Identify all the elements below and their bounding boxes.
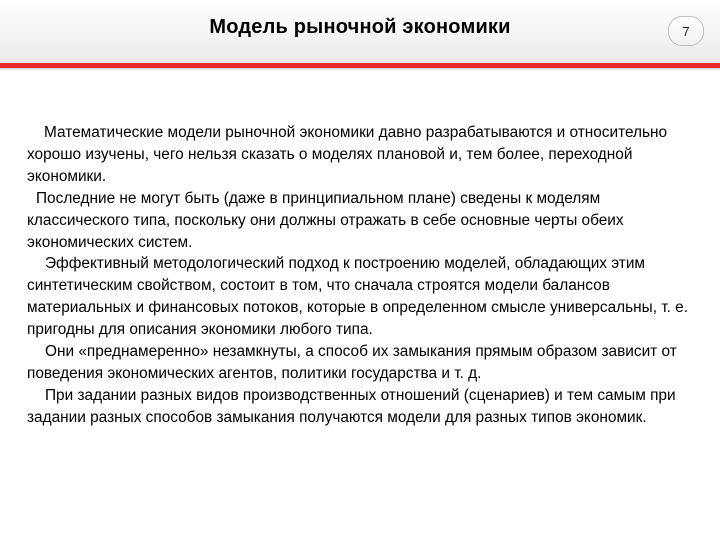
slide-body	[27, 122, 703, 429]
page-number-badge	[668, 16, 704, 46]
paragraph-1: Математические модели рыночной экономики давно разрабатываются и относительно хорошо изучены, чего нельзя сказать о моделях плановой и, тем более, переходной экономики.	[27, 124, 668, 185]
paragraph-3: Эффективный методологический подход к построению моделей, обладающих этим синтетическим свойством, состоит в том, что сначала строятся модели балансов материальных и финансовых потоков, которые в определенном смысле универсальны, т. е. пригодны для описания экономики любого типа.	[27, 255, 688, 339]
title-accent-shadow	[0, 68, 720, 71]
paragraph-5: При задании разных видов производственных отношений (сценариев) и тем самым при задании разных способов замыкания получаются модели для разных типов экономик.	[27, 386, 676, 426]
paragraph-2: Последние не могут быть (даже в принципиальном плане) сведены к моделям классического типа, поскольку они должны отражать в себе основные черты обеих экономических систем.	[27, 189, 624, 251]
slide-title: Модель рыночной экономики	[209, 16, 511, 38]
page-number: 7	[682, 23, 690, 39]
paragraph-4: Они «преднамеренно» незамкнуты, а способ их замыкания прямым образом зависит от поведения экономических агентов, политики государства и т. д.	[27, 343, 677, 382]
